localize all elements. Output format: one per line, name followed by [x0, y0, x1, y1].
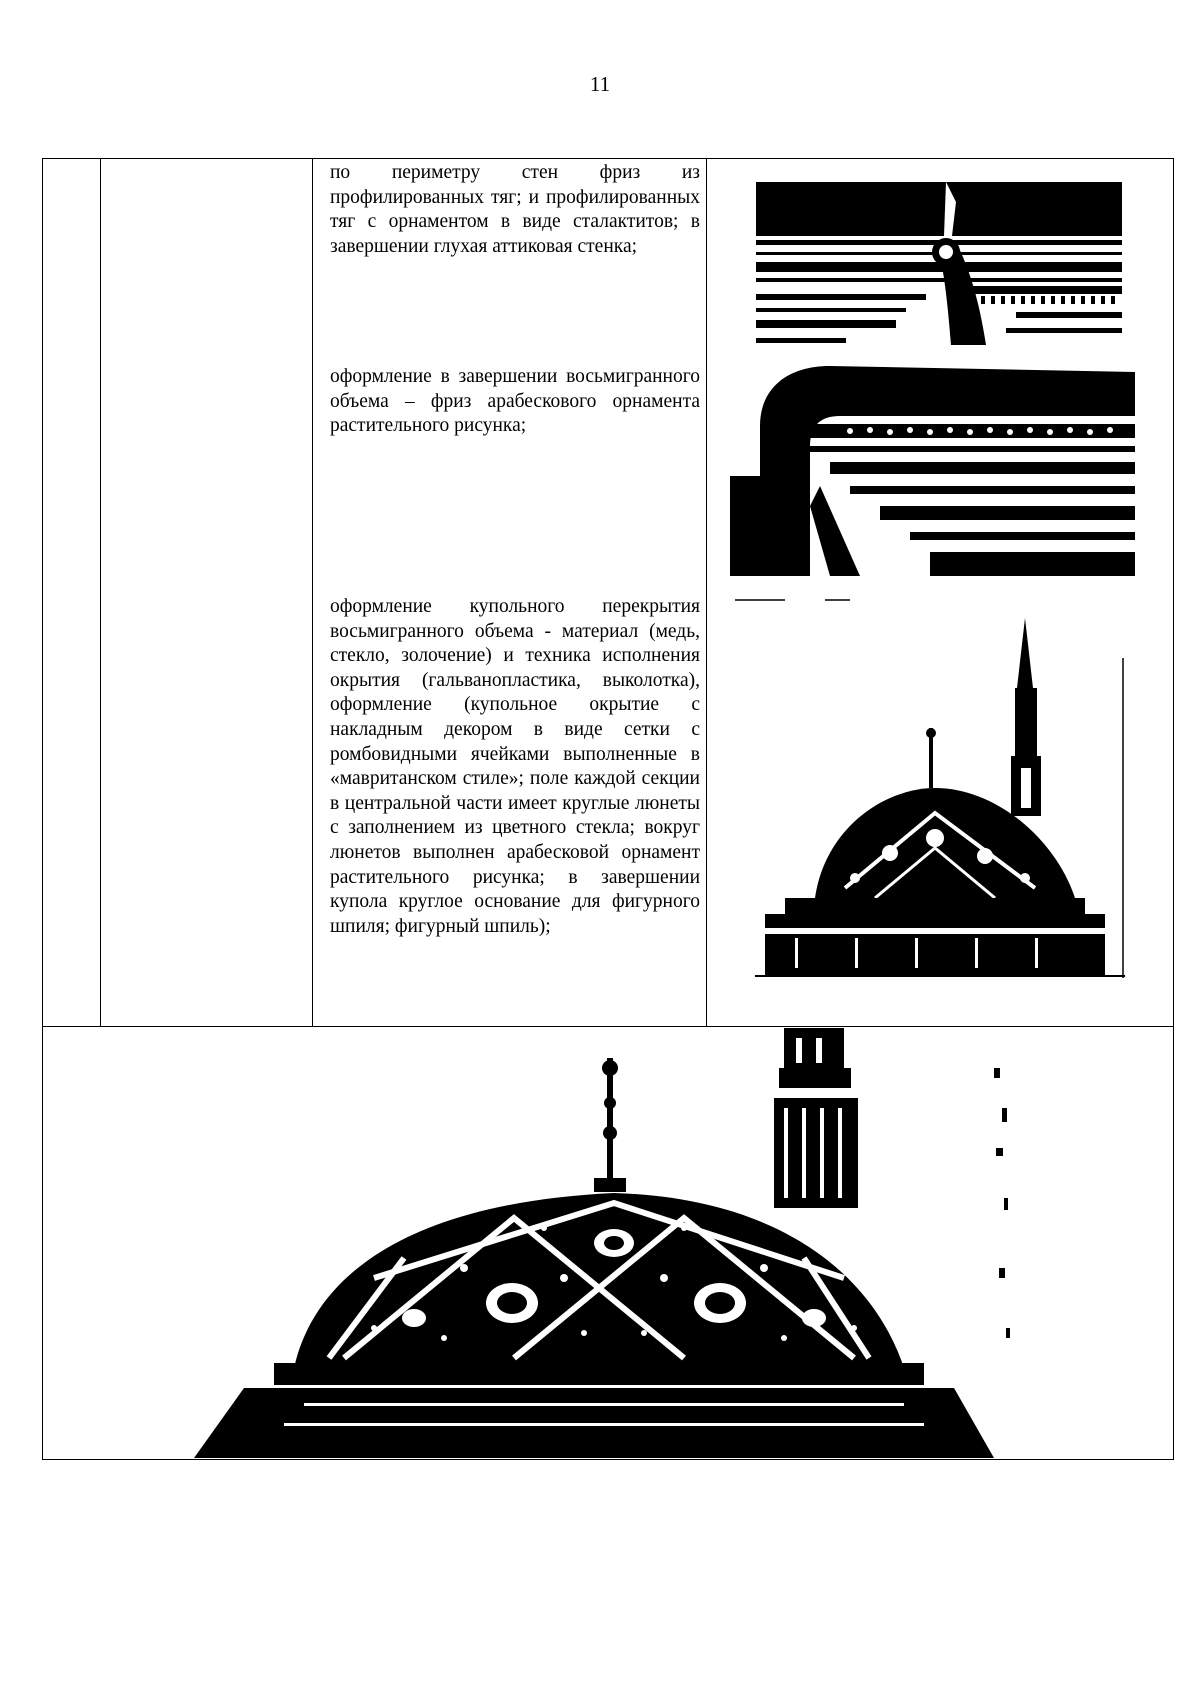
row-divider: [42, 1026, 1174, 1027]
column-divider-2: [312, 158, 313, 1026]
column-divider-1: [100, 158, 101, 1026]
octagon-frieze-photo: [730, 366, 1135, 576]
dome-with-minaret-photo: [735, 598, 1131, 978]
cell-text-dome: оформление купольного перекрытия восьмигранного объема - материал (медь, стекло, золочение) и техника исполнения окрытия (гальванопластика, выколотка), оформление (купольное окрытие с накладным декором в виде сетки с ромбовидными ячейками выполненные в «мавританском стиле»; поле каждой секции в центральной части имеет круглые люнеты с заполнением из цветного стекла; вокруг люнетов выполнен арабесковой орнамент растительного рисунка; в завершении купола круглое основание для фигурного шпиля; фигурный шпиль);: [330, 596, 700, 937]
cell-text-cornice: по периметру стен фриз из профилированных тяг; и профилированных тяг с орнаментом в виде сталактитов; в завершении глухая аттиковая стенка;: [330, 162, 700, 257]
page-number: 11: [589, 72, 611, 96]
table-row: [330, 365, 700, 439]
dome-closeup-photo: [44, 1028, 1172, 1458]
column-divider-3: [706, 158, 707, 1026]
cornice-frieze-photo: [756, 182, 1122, 345]
table-row: [330, 595, 700, 939]
table-row: [330, 161, 700, 259]
cell-text-frieze: оформление в завершении восьмигранного объема – фриз арабескового орнамента растительного рисунка;: [330, 366, 700, 437]
